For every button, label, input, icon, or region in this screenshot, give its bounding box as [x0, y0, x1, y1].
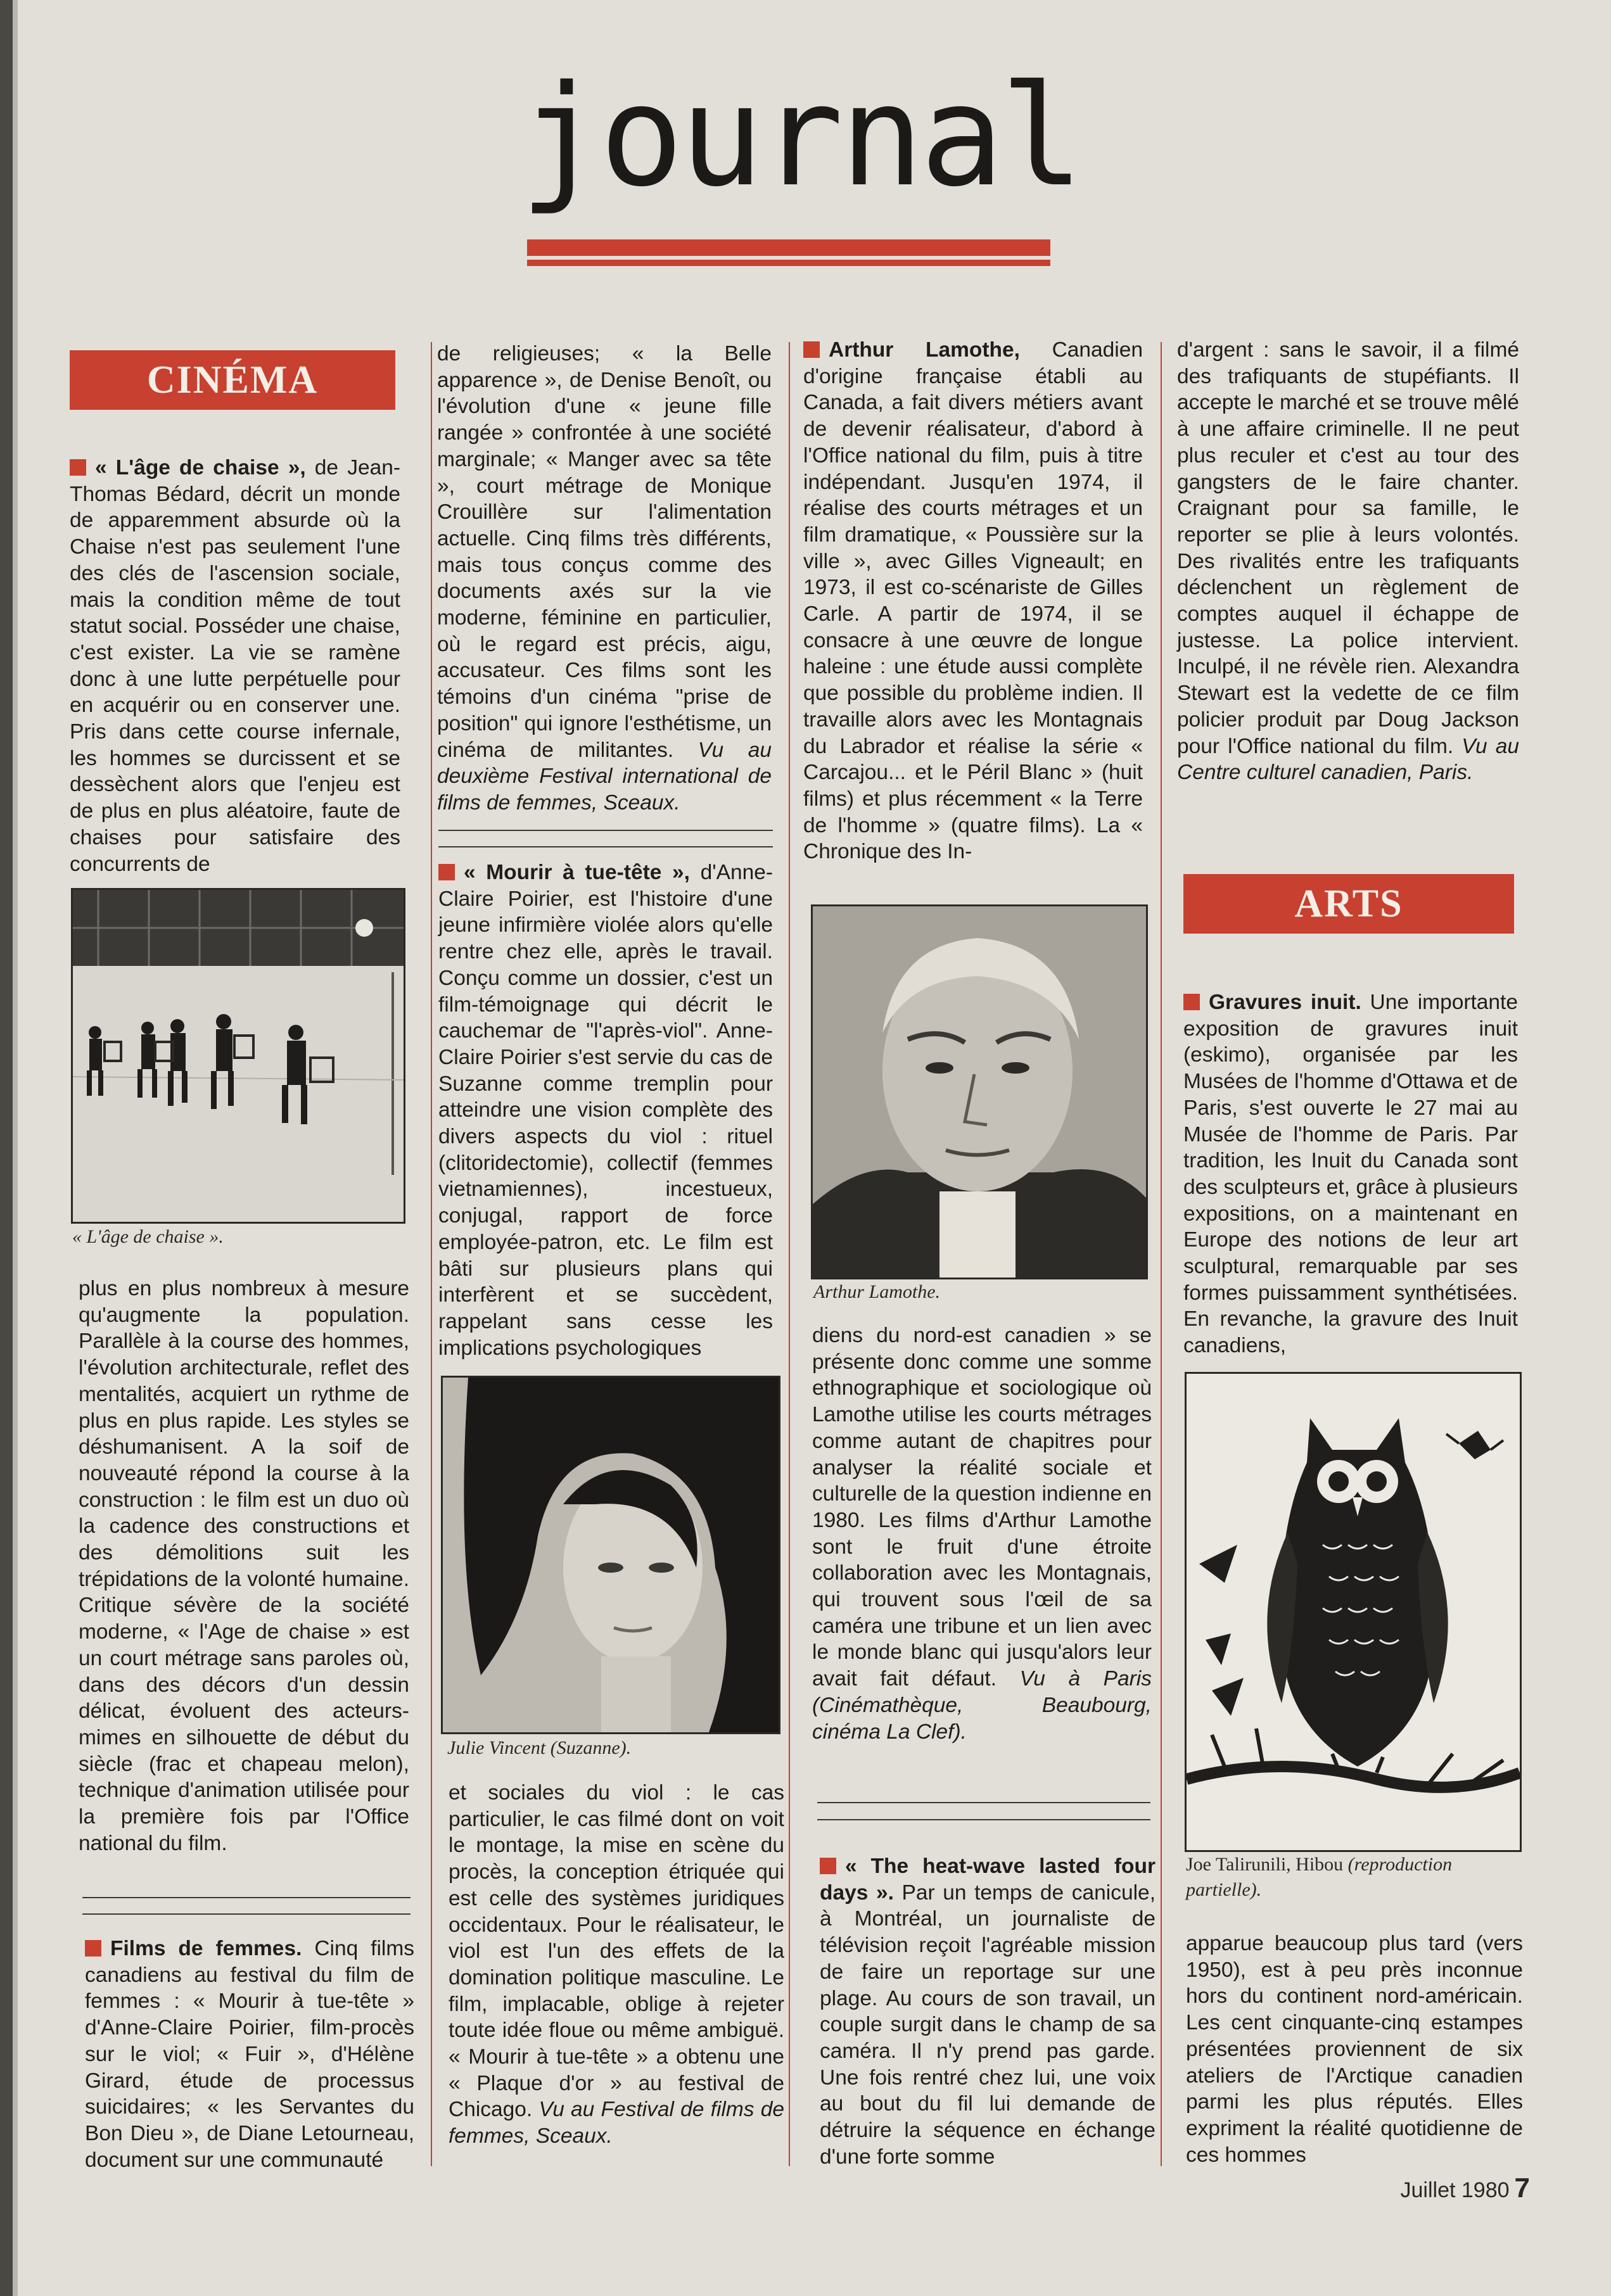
photo-hibou-print [1185, 1372, 1522, 1852]
article-text: d'Anne-Claire Poirier, est l'histoire d'une jeune infirmière violée alors qu'elle rentre chez elle, après le travail. Conçu comme un dossier, c'est un film-témoignage qui décrit le cauchemar de "l'après-viol". Anne-Claire Poirier s'est servie du cas de Suzanne comme tremplin pour atteindre une vision complète des divers aspects du viol : rituel (clitoridectomie), collectif (femmes vietnamiennes), incestueux, conjugal, rapport de force employée-patron, etc. Le film est bâti sur plusieurs plans qui interfèrent et se succèdent, rappelant sans cesse les implications psychologiques [438, 861, 773, 1360]
bullet-square-icon [820, 1858, 836, 1874]
bullet-square-icon [1183, 994, 1200, 1010]
owl-print-image [1187, 1374, 1520, 1850]
article-source: Vu au Festival de films de femmes, Sceaux. [449, 2098, 784, 2148]
article-age-de-chaise-continued [79, 1276, 409, 1856]
article-text: Cinq films canadiens au festival du film de femmes : « Mourir à tue-tête » d'Anne-Claire Poirier, film-procès sur le viol; « Fuir », d'Hélène Girard, étude de processus suicidaires; « les Servantes du Bon Dieu », de Diane Letourneau, document sur une communauté [85, 1937, 414, 2172]
article-headline: « L'âge de chaise », [95, 456, 306, 479]
article-text: Une importante exposition de gravures inuit (eskimo), organisée par les Musées de l'homme d'Ottawa et de Paris, s'est ouverte le 27 mai au Musée de l'homme de Paris. Par tradition, les Inuit du Canada sont des sculpteurs et, grâce à plusieurs expositions, on a maintenant en Europe des notions de leur art sculptural, remarquable par ses formes puissamment synthétisées. En revanche, la gravure des Inuit canadiens, [1183, 991, 1518, 1358]
photo-caption: « L'âge de chaise ». [72, 1226, 224, 1247]
caption-note: (reproduction partielle). [1186, 1854, 1453, 1900]
article-text: de religieuses; « la Belle apparence », de Denise Benoît, ou l'évolution d'une « jeune fille rangée » confrontée à une société marginale; « Manger avec sa tête », court métrage de Monique Crouillère sur l'alimentation actuelle. Cinq films très différents, mais tous conçus comme des documents axés sur la vie moderne, féminine en particulier, où le regard est précis, aigu, accusateur. Ces films sont les témoins d'un cinéma "prise de position" qui ignore l'esthétisme, un cinéma de militantes. [437, 342, 772, 762]
binding-shadow [13, 0, 18, 2296]
page-number: 7 [1514, 2172, 1530, 2204]
binding-edge [0, 0, 13, 2296]
article-separator [817, 1819, 1150, 1820]
article-headline: Arthur Lamothe, [829, 338, 1020, 362]
bullet-square-icon [70, 459, 86, 476]
article-text: diens du nord-est canadien » se présente donc comme une somme ethnographique et sociologique où Lamothe utilise les courts métrages comme autant de chapitres pour analyser la réalité sociale et culturelle de la question indienne en 1980. Les films d'Arthur Lamothe sont le fruit d'une étroite collaboration avec les Montagnais, qui trouvent sous l'œil de sa caméra une tribune et un lien avec le monde blanc qui jusqu'alors leur avait fait défaut. [812, 1324, 1152, 1691]
article-text: apparue beaucoup plus tard (vers 1950), est à peu près inconnue hors du continent nord-américain. Les cent cinquante-cinq estampes présentées proviennent de six ateliers de l'Arctique canadien parmi les plus réputés. Elles expriment la réalité quotidienne de ces hommes [1186, 1932, 1523, 2167]
article-separator [82, 1897, 411, 1898]
column-divider [431, 342, 432, 2166]
article-text: Canadien d'origine française établi au Canada, a fait divers métiers avant de devenir réalisateur, d'abord à l'Office national du film, puis à titre indépendant. Jusqu'en 1974, il réalise des courts métrages et un film dramatique, « Poussière sur la ville », avec Gilles Vigneault; en 1973, il est co-scénariste de Gilles Carle. A partir de 1974, il se consacre à une œuvre de longue haleine : une étude aussi complète que possible du problème indien. Il travaille alors avec les Montagnais du Labrador et réalise la série « Carcajou... et le Péril Blanc » (huit films) et plus récemment « la Terre de l'homme » (quatre films). La « Chronique des In- [803, 338, 1143, 864]
article-separator [438, 830, 773, 831]
article-gravures-inuit [1183, 989, 1518, 1359]
article-mourir-a-tue-tete [438, 859, 773, 1361]
article-headline: Gravures inuit. [1209, 991, 1361, 1014]
portrait-image [443, 1378, 779, 1732]
article-arthur-lamothe-continued [812, 1322, 1152, 1745]
article-source: Vu au deuxième Festival international de films de femmes, Sceaux. [437, 738, 772, 815]
article-headline: « Mourir à tue-tête », [464, 861, 690, 884]
section-head-cinema: CINÉMA [70, 350, 395, 410]
caption-title: Hibou [1296, 1854, 1344, 1875]
article-films-de-femmes-continued [437, 341, 772, 816]
article-text: de Jean-Thomas Bédard, décrit un monde de apparemment absurde où la Chaise n'est pas seulement l'une des clés de l'ascension sociale, mais la condition même de tout statut social. Posséder une chaise, c'est exister. La vie se ramène donc à une lutte perpétuelle pour en acquérir ou en conserver une. Pris dans cette course infernale, les hommes se durcissent et se dessèchent alors que l'enjeu est de plus en plus aléatoire, faute de chaises pour satisfaire des concurrents de [70, 456, 400, 876]
article-arthur-lamothe [803, 337, 1143, 865]
article-separator [438, 846, 773, 847]
column-divider [1161, 342, 1162, 2166]
page-footer [1401, 2172, 1531, 2204]
article-heat-wave [820, 1853, 1156, 2170]
article-text: d'argent : sans le savoir, il a filmé des trafiquants de stupéfiants. Il accepte le marché et se trouve mêlé à une affaire criminelle. Il ne peut plus reculer et c'est au tour des gangsters de le faire chanter. Craignant pour sa famille, le reporter se plie à leurs volontés. Des rivalités entre les trafiquants déclenchent un règlement de comptes auquel il échappe de justesse. La police intervient. Inculpé, il ne révèle rien. Alexandra Stewart est la vedette de ce film policier produit par Doug Jackson pour l'Office national du film. [1177, 338, 1519, 758]
article-heat-wave-continued [1177, 337, 1519, 786]
photo-caption: Julie Vincent (Suzanne). [447, 1737, 632, 1758]
article-source: Vu au Centre culturel canadien, Paris. [1177, 734, 1519, 785]
article-separator [82, 1913, 411, 1915]
bullet-square-icon [85, 1940, 101, 1957]
article-headline: Films de femmes. [110, 1937, 302, 1960]
photo-arthur-lamothe [811, 904, 1148, 1279]
article-gravures-inuit-continued [1186, 1931, 1523, 2168]
section-head-arts: ARTS [1183, 874, 1514, 934]
article-mourir-a-tue-tete-continued [449, 1780, 784, 2150]
bullet-square-icon [803, 341, 820, 358]
masthead-rule-thick [527, 239, 1050, 256]
article-text: plus en plus nombreux à mesure qu'augmente la population. Parallèle à la course des hommes, l'évolution architecturale, reflet des mentalités, acquiert un rythme de plus en plus rapide. Les styles se déshumanisent. A la soif de nouveauté répond la course à la construction : le film est un duo où la cadence des constructions et des démolitions suit les trépidations de la volonté humaine. Critique sévère de la société moderne, « l'Age de chaise » est un court métrage sans paroles où, dans des décors d'un dessin délicat, évoluent des acteurs-mimes en silhouette de début du siècle (frac et chapeau melon), technique d'animation utilisée pour la première fois par l'Office national du film. [79, 1277, 409, 1855]
article-separator [817, 1802, 1150, 1803]
column-divider [789, 342, 790, 2166]
photo-caption: Arthur Lamothe. [813, 1281, 941, 1302]
photo-julie-vincent [441, 1376, 780, 1734]
article-source: Vu à Paris (Cinémathèque, Beaubourg, cinéma La Clef). [812, 1667, 1152, 1744]
masthead-rule-thin [527, 260, 1050, 266]
portrait-image [813, 906, 1146, 1278]
article-films-de-femmes [85, 1936, 414, 2173]
photo-caption [1186, 1852, 1520, 1903]
dancers-silhouette-image [73, 890, 404, 1222]
article-text: Par un temps de canicule, à Montréal, un journaliste de télévision reçoit l'agréable mission de faire un reportage sur une plage. Au cours de son travail, un couple surgit dans le champ de sa caméra. Il n'y prend pas garde. Une fois rentré chez lui, une voix au bout du fil lui demande de détruire la séquence en échange d'une forte somme [820, 1881, 1156, 2169]
caption-artist: Joe Talirunili, [1186, 1854, 1296, 1875]
issue-date: Juillet 1980 [1400, 2178, 1510, 2202]
masthead-title: journal [519, 55, 1081, 217]
article-age-de-chaise [70, 455, 400, 877]
photo-age-de-chaise [71, 888, 405, 1224]
bullet-square-icon [438, 864, 455, 880]
article-text: et sociales du viol : le cas particulier, le cas filmé dont on voit le montage, la mise en scène du procès, la conception étriquée qui est celle des systèmes juridiques occidentaux. Pour le réalisateur, le viol est l'un des effets de la domination politique masculine. Le film, implacable, oblige à rejeter toute idée floue ou même ambiguë. « Mourir à tue-tête » a obtenu une « Plaque d'or » au festival de Chicago. [449, 1781, 784, 2122]
article-headline: « The heat-wave lasted four days ». [820, 1855, 1156, 1905]
